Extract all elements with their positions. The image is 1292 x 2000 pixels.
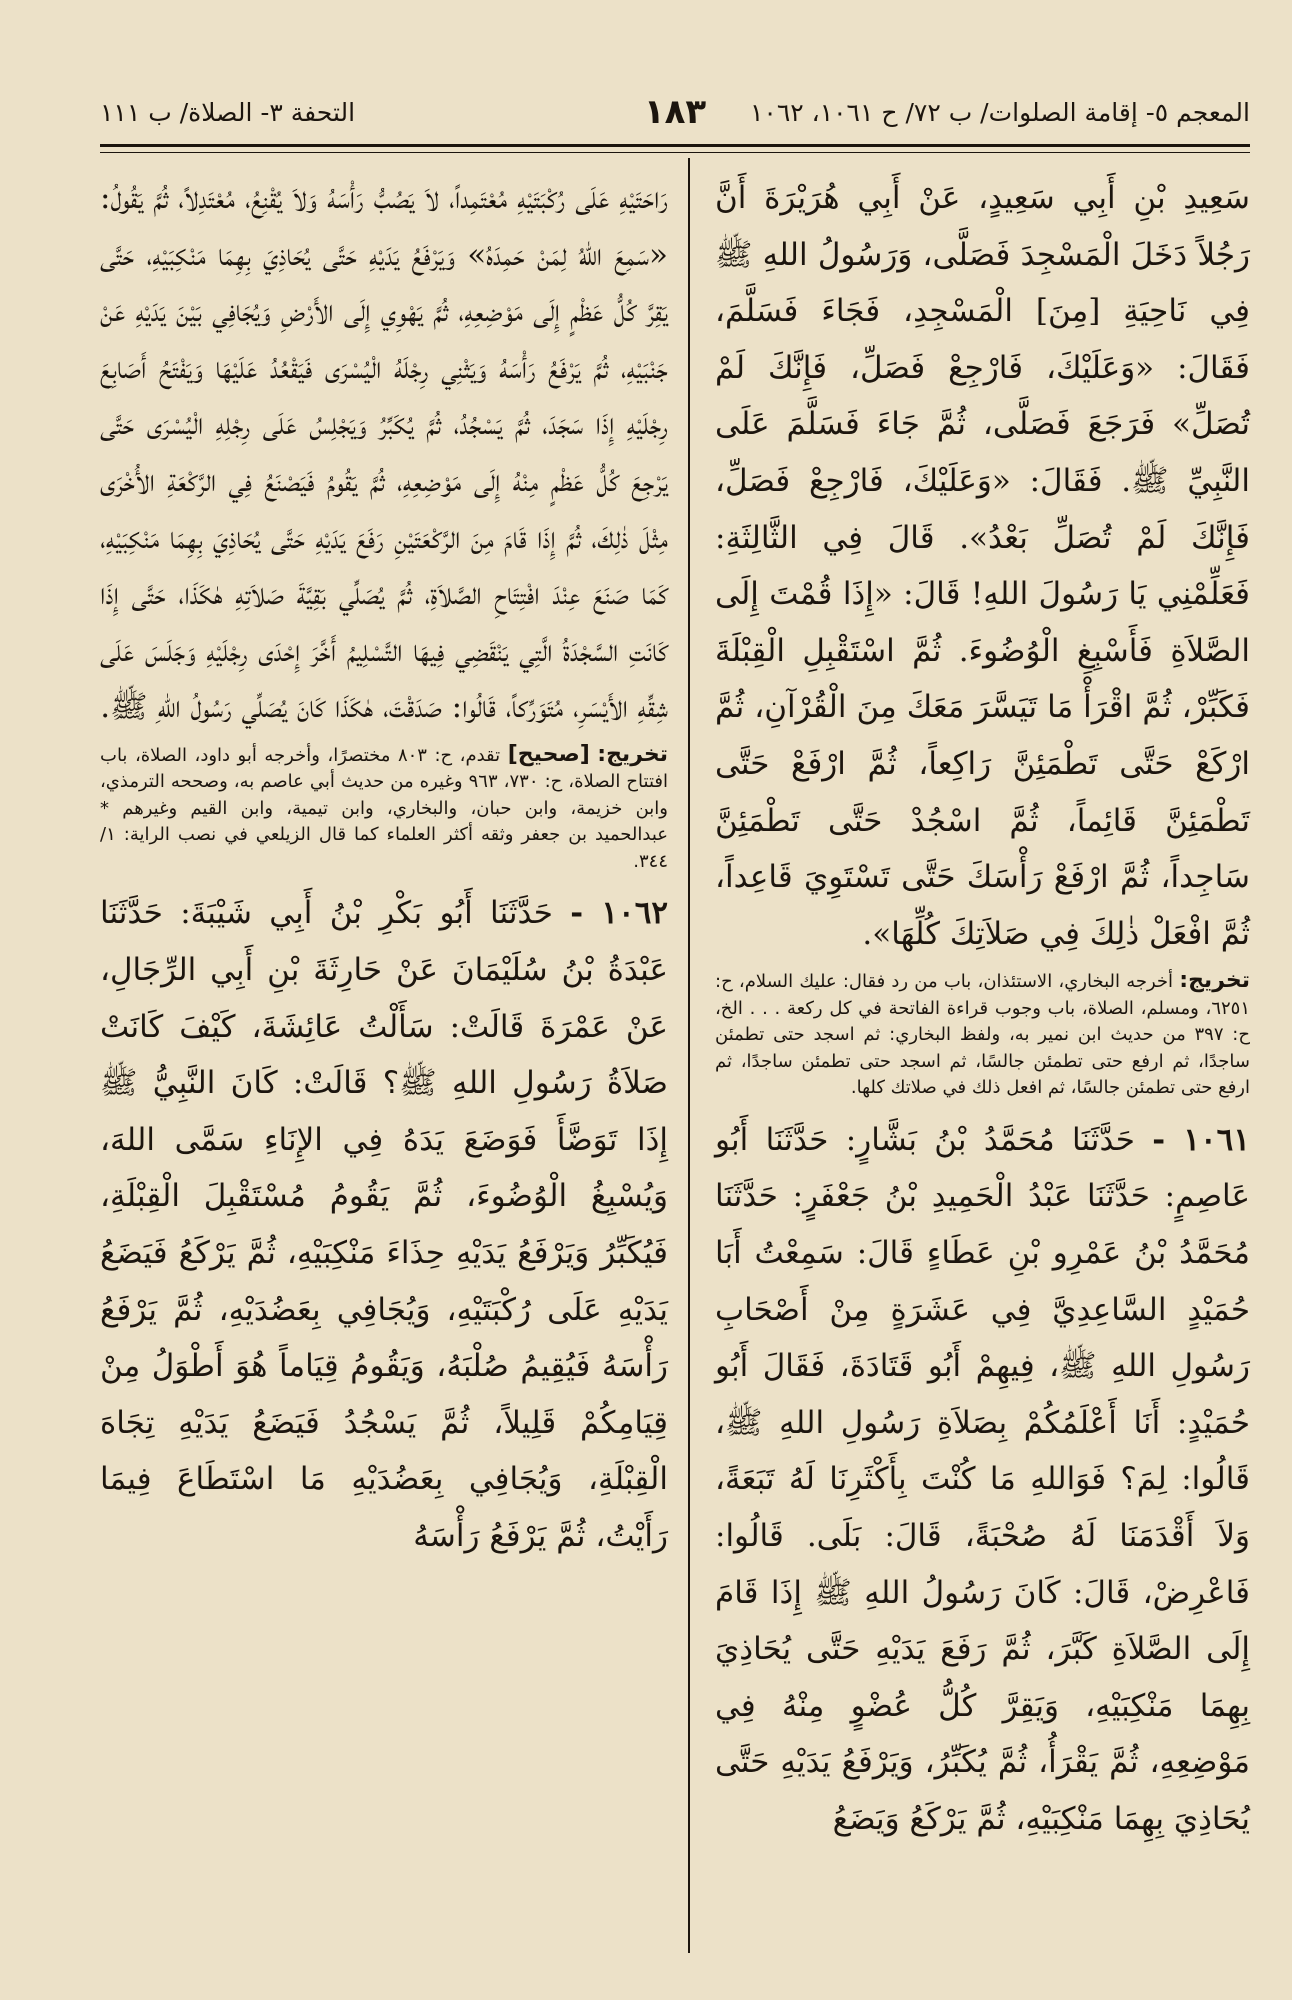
takhrij-1060 bbox=[715, 968, 1250, 1102]
page-header bbox=[100, 92, 1250, 140]
takhrij-grade: [صحيح] bbox=[507, 741, 590, 767]
column-divider bbox=[688, 158, 690, 1953]
takhrij-label: تخريج: bbox=[1179, 968, 1250, 994]
header-rule-thin bbox=[100, 152, 1250, 153]
hadith-1061 bbox=[715, 1112, 1250, 1848]
hadith-text: حَدَّثَنَا مُحَمَّدُ بْنُ بَشَّارٍ: حَدَّثَنَا أَبُو عَاصِمٍ: حَدَّثَنَا عَبْدُ الْحَمِيدِ بْنُ جَعْفَرٍ: حَدَّثَنَا مُحَمَّدُ بْنُ عَمْرِو بْنِ عَطَاءٍ قَالَ: سَمِعْتُ أَبَا حُمَيْدٍ السَّاعِدِيَّ فِي عَشَرَةٍ مِنْ أَصْحَابِ رَسُولِ اللهِ ﷺ، فِيهِمْ أَبُو قَتَادَةَ، فَقَالَ أَبُو حُمَيْدٍ: أَنَا أَعْلَمُكُمْ بِصَلاَةِ رَسُولِ اللهِ ﷺ، قَالُوا: لِمَ؟ فَوَاللهِ مَا كُنْتَ بِأَكْثَرِنَا لَهُ تَبَعَةً، وَلاَ أَقْدَمَنَا لَهُ صُحْبَةً، قَالَ: بَلَى. قَالُوا: فَاعْرِضْ، قَالَ: كَانَ رَسُولُ اللهِ ﷺ إِذَا قَامَ إِلَى الصَّلاَةِ كَبَّرَ، ثُمَّ رَفَعَ يَدَيْهِ حَتَّى يُحَاذِيَ بِهِمَا مَنْكِبَيْهِ، وَيَقِرَّ كُلُّ عُضْوٍ مِنْهُ فِي مَوْضِعِهِ، ثُمَّ يَقْرَأُ، ثُمَّ يُكَبِّرُ، وَيَرْفَعُ يَدَيْهِ حَتَّى يُحَاذِيَ بِهِمَا مَنْكِبَيْهِ، ثُمَّ يَرْكَعُ وَيَضَعُ bbox=[715, 1121, 1250, 1837]
right-column bbox=[715, 170, 1250, 1848]
hadith-number: ١٠٦٢ - bbox=[570, 895, 668, 932]
takhrij-text: تقدم، ح: ٨٠٣ مختصرًا، وأخرجه أبو داود، الصلاة، باب افتتاح الصلاة، ح: ٧٣٠، ٩٦٣ وغيره من حديث أبي عاصم به، وصححه الترمذي، وابن خزيمة، وابن حبان، والبخاري، وابن تيمية، وابن القيم وغيرهم * عبدالحميد بن جعفر وثقه أكثر العلماء كما قال الزيلعي في نصب الراية: ١/ ٣٤٤. bbox=[100, 744, 669, 872]
hadith-1060-text: سَعِيدِ بْنِ أَبِي سَعِيدٍ، عَنْ أَبِي هُرَيْرَةَ أَنَّ رَجُلاً دَخَلَ الْمَسْجِدَ فَصَلَّى، وَرَسُولُ اللهِ ﷺ فِي نَاحِيَةِ [مِنَ] الْمَسْجِدِ، فَجَاءَ فَسَلَّمَ، فَقَالَ: «وَعَلَيْكَ، فَارْجِعْ فَصَلِّ، فَإِنَّكَ لَمْ تُصَلِّ» فَرَجَعَ فَصَلَّى، ثُمَّ جَاءَ فَسَلَّمَ عَلَى النَّبِيِّ ﷺ. فَقَالَ: «وَعَلَيْكَ، فَارْجِعْ فَصَلِّ، فَإِنَّكَ لَمْ تُصَلِّ بَعْدُ». قَالَ فِي الثَّالِثَةِ: فَعَلِّمْنِي يَا رَسُولَ اللهِ! قَالَ: «إِذَا قُمْتَ إِلَى الصَّلاَةِ فَأَسْبِغِ الْوُضُوءَ. ثُمَّ اسْتَقْبِلِ الْقِبْلَةَ فَكَبِّرْ، ثُمَّ اقْرَأْ مَا تَيَسَّرَ مَعَكَ مِنَ الْقُرْآنِ، ثُمَّ ارْكَعْ حَتَّى تَطْمَئِنَّ رَاكِعاً، ثُمَّ ارْفَعْ حَتَّى تَطْمَئِنَّ قَائِماً، ثُمَّ اسْجُدْ حَتَّى تَطْمَئِنَّ سَاجِداً، ثُمَّ ارْفَعْ رَأْسَكَ حَتَّى تَسْتَوِيَ قَاعِداً، ثُمَّ افْعَلْ ذٰلِكَ فِي صَلاَتِكَ كُلِّهَا». bbox=[715, 180, 1250, 952]
takhrij-text: أخرجه البخاري، الاستئذان، باب من رد فقال: عليك السلام، ح: ٦٢٥١، ومسلم، الصلاة، باب وجوب قراءة الفاتحة في كل ركعة . . . الخ، ح: ٣٩٧ من حديث ابن نمير به، ولفظ البخاري: ثم اسجد حتى تطمئن ساجدًا، ثم ارفع حتى تطمئن جالسًا، ثم اسجد حتى تطمئن ساجدًا، ثم ارفع حتى تطمئن جالسًا، ثم افعل ذلك في صلاتك كلها. bbox=[715, 971, 1250, 1099]
hadith-1061-continued: رَاحَتَيْهِ عَلَى رُكْبَتَيْهِ مُعْتَمِداً، لاَ يَصُبُّ رَأْسَهُ وَلاَ يُقْنِعُ، مُعْتَدِلاً، ثُمَّ يَقُولُ: «سَمِعَ اللهُ لِمَنْ حَمِدَهُ» وَيَرْفَعُ يَدَيْهِ حَتَّى يُحَاذِيَ بِهِمَا مَنْكِبَيْهِ، حَتَّى يَقِرَّ كُلُّ عَظْمٍ إِلَى مَوْضِعِهِ، ثُمَّ يَهْوِي إِلَى الأَرْضِ وَيُجَافِي بَيْنَ يَدَيْهِ عَنْ جَنْبَيْهِ، ثُمَّ يَرْفَعُ رَأْسَهُ وَيَثْنِي رِجْلَهُ الْيُسْرَى فَيَقْعُدُ عَلَيْهَا وَيَفْتَحُ أَصَابِعَ رِجْلَيْهِ إِذَا سَجَدَ، ثُمَّ يَسْجُدُ، ثُمَّ يُكَبِّرُ وَيَجْلِسُ عَلَى رِجْلِهِ الْيُسْرَى حَتَّى يَرْجِعَ كُلُّ عَظْمٍ مِنْهُ إِلَى مَوْضِعِهِ، ثُمَّ يَقُومُ فَيَصْنَعُ فِي الرَّكْعَةِ الأُخْرَى مِثْلَ ذٰلِكَ، ثُمَّ إِذَا قَامَ مِنَ الرَّكْعَتَيْنِ رَفَعَ يَدَيْهِ حَتَّى يُحَاذِيَ بِهِمَا مَنْكِبَيْهِ، كَمَا صَنَعَ عِنْدَ افْتِتَاحِ الصَّلاَةِ، ثُمَّ يُصَلِّي بَقِيَّةَ صَلاَتِهِ هٰكَذَا، حَتَّى إِذَا كَانَتِ السَّجْدَةُ الَّتِي يَنْقَضِي فِيهَا التَّسْلِيمُ أَخَّرَ إِحْدَى رِجْلَيْهِ وَجَلَسَ عَلَى شِقِّهِ الأَيْسَرِ، مُتَوَرِّكاً، قَالُوا: صَدَقْتَ، هٰكَذَا كَانَ يُصَلِّي رَسُولُ اللهِ ﷺ. bbox=[100, 180, 668, 726]
left-column bbox=[100, 170, 668, 1565]
header-right-reference: المعجم ٥- إقامة الصلوات/ ب ٧٢/ ح ١٠٦١، ١٠٦٢ bbox=[749, 98, 1250, 127]
page-number: ١٨٣ bbox=[643, 92, 707, 132]
hadith-1062 bbox=[100, 885, 668, 1564]
hadith-number: ١٠٦١ - bbox=[1152, 1121, 1250, 1158]
takhrij-label: تخريج: bbox=[597, 741, 668, 767]
takhrij-1061 bbox=[100, 742, 668, 876]
header-left-reference: التحفة ٣- الصلاة/ ب ١١١ bbox=[100, 98, 356, 127]
hadith-text: حَدَّثَنَا أَبُو بَكْرِ بْنُ أَبِي شَيْبَةَ: حَدَّثَنَا عَبْدَةُ بْنُ سُلَيْمَانَ عَنْ حَارِثَةَ بْنِ أَبِي الرِّجَالِ، عَنْ عَمْرَةَ قَالَتْ: سَأَلْتُ عَائِشَةَ، كَيْفَ كَانَتْ صَلاَةُ رَسُولِ اللهِ ﷺ؟ قَالَتْ: كَانَ النَّبِيُّ ﷺ إِذَا تَوَضَّأَ فَوَضَعَ يَدَهُ فِي الإِنَاءِ سَمَّى اللهَ، وَيُسْبِغُ الْوُضُوءَ، ثُمَّ يَقُومُ مُسْتَقْبِلَ الْقِبْلَةِ، فَيُكَبِّرُ وَيَرْفَعُ يَدَيْهِ حِذَاءَ مَنْكِبَيْهِ، ثُمَّ يَرْكَعُ فَيَضَعُ يَدَيْهِ عَلَى رُكْبَتَيْهِ، وَيُجَافِي بِعَضُدَيْهِ، ثُمَّ يَرْفَعُ رَأْسَهُ فَيُقِيمُ صُلْبَهُ، وَيَقُومُ قِيَاماً هُوَ أَطْوَلُ مِنْ قِيَامِكُمْ قَلِيلاً، ثُمَّ يَسْجُدُ فَيَضَعُ يَدَيْهِ تِجَاهَ الْقِبْلَةِ، وَيُجَافِي بِعَضُدَيْهِ مَا اسْتَطَاعَ فِيمَا رَأَيْتُ، ثُمَّ يَرْفَعُ رَأْسَهُ bbox=[100, 895, 668, 1554]
header-rule-thick bbox=[100, 144, 1250, 147]
